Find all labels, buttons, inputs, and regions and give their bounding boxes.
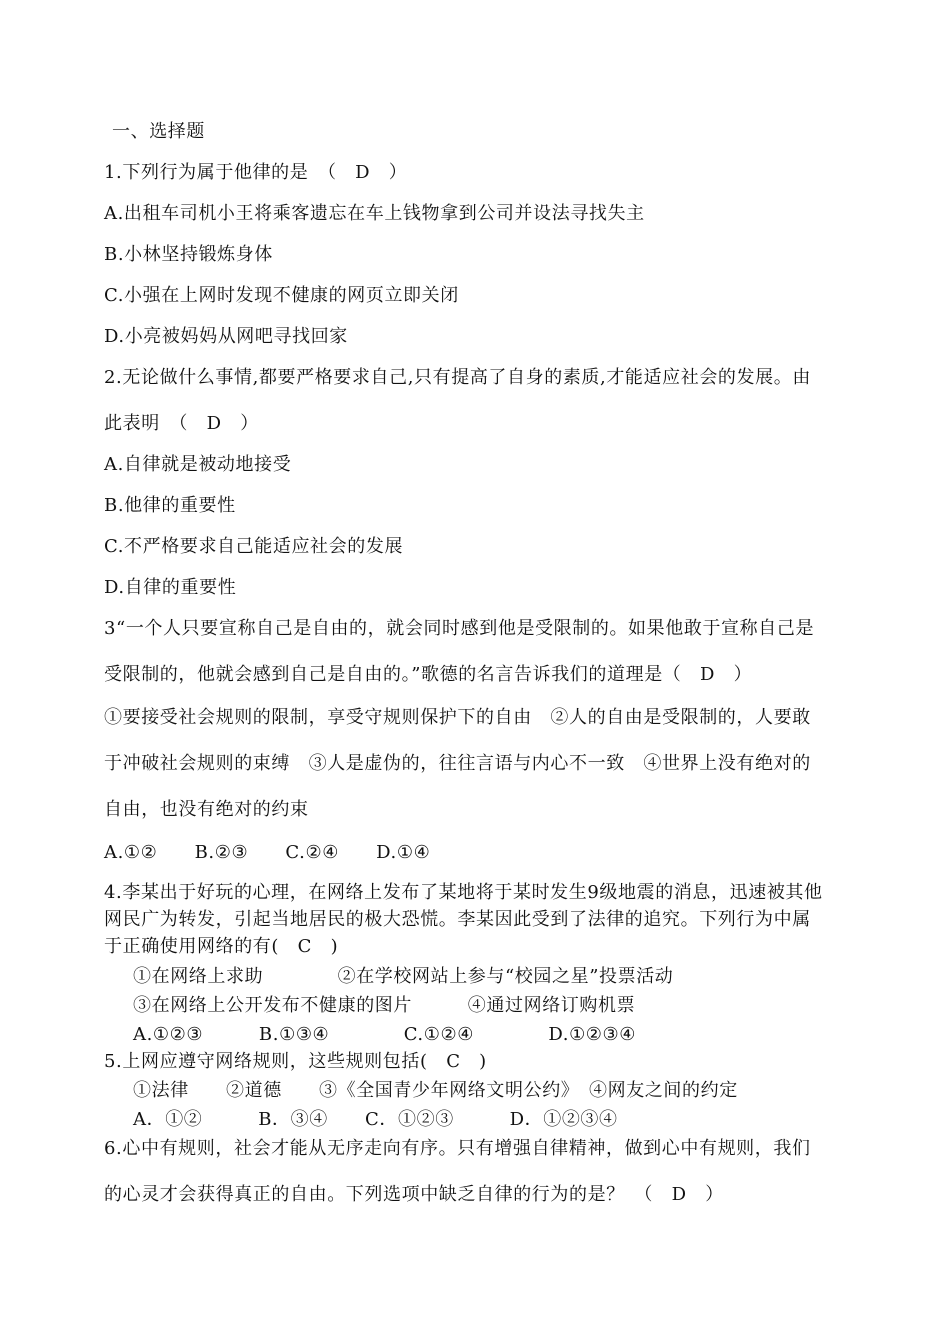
- question-4-stem-line-2: 网民广为转发，引起当地居民的极大恐慌。李某因此受到了法律的追究。下列行为中属: [104, 909, 811, 930]
- question-3-stem-line-2: 受限制的，他就会感到自己是自由的。”歌德的名言告诉我们的道理是（ D ）: [104, 664, 753, 685]
- question-6-stem-line-1: 6.心中有规则，社会才能从无序走向有序。只有增强自律精神，做到心中有规则，我们: [104, 1138, 811, 1159]
- question-4-statements-line-2: ③在网络上公开发布不健康的图片 ④通过网络订购机票: [133, 995, 636, 1016]
- question-2-option-b: B.他律的重要性: [104, 495, 236, 516]
- question-1-option-d: D.小亮被妈妈从网吧寻找回家: [104, 326, 348, 347]
- question-5-stem: 5.上网应遵守网络规则，这些规则包括( C ): [104, 1051, 487, 1072]
- question-3-statements-line-3: 自由，也没有绝对的约束: [104, 799, 309, 820]
- question-5-statements: ①法律 ②道德 ③《全国青少年网络文明公约》 ④网友之间的约定: [133, 1080, 738, 1101]
- question-4-statements-line-1: ①在网络上求助 ②在学校网站上参与“校园之星”投票活动: [133, 966, 674, 987]
- question-4-stem-line-3: 于正确使用网络的有( C ): [104, 936, 339, 957]
- question-3-statements-line-2: 于冲破社会规则的束缚 ③人是虚伪的，往往言语与内心不一致 ④世界上没有绝对的: [104, 753, 811, 774]
- question-1-option-a: A.出租车司机小王将乘客遗忘在车上钱物拿到公司并设法寻找失主: [104, 203, 645, 224]
- question-3-stem-line-1: 3“一个人只要宣称自己是自由的，就会同时感到他是受限制的。如果他敢于宣称自己是: [104, 618, 815, 639]
- question-5-options: A．①② B．③④ C．①②③ D．①②③④: [133, 1109, 618, 1130]
- question-2-option-a: A.自律就是被动地接受: [104, 454, 292, 475]
- question-2-stem-line-2: 此表明 （ D ）: [104, 413, 259, 434]
- question-1-stem: 1.下列行为属于他律的是 （ D ）: [104, 162, 408, 183]
- question-1-option-c: C.小强在上网时发现不健康的网页立即关闭: [104, 285, 459, 306]
- question-3-statements-line-1: ①要接受社会规则的限制，享受守规则保护下的自由 ②人的自由是受限制的，人要敢: [104, 707, 811, 728]
- question-2-stem-line-1: 2.无论做什么事情,都要严格要求自己,只有提高了自身的素质,才能适应社会的发展。由: [104, 367, 811, 388]
- question-1-option-b: B.小林坚持锻炼身体: [104, 244, 273, 265]
- section-title: 一、选择题: [112, 121, 205, 142]
- question-2-option-c: C.不严格要求自己能适应社会的发展: [104, 536, 404, 557]
- question-6-stem-line-2: 的心灵才会获得真正的自由。下列选项中缺乏自律的行为的是？ （ D ）: [104, 1184, 724, 1205]
- question-2-option-d: D.自律的重要性: [104, 577, 237, 598]
- question-3-options: A.①② B.②③ C.②④ D.①④: [104, 842, 431, 863]
- question-4-stem-line-1: 4.李某出于好玩的心理，在网络上发布了某地将于某时发生9级地震的消息，迅速被其他: [104, 882, 823, 903]
- question-4-options: A.①②③ B.①③④ C.①②④ D.①②③④: [133, 1024, 637, 1045]
